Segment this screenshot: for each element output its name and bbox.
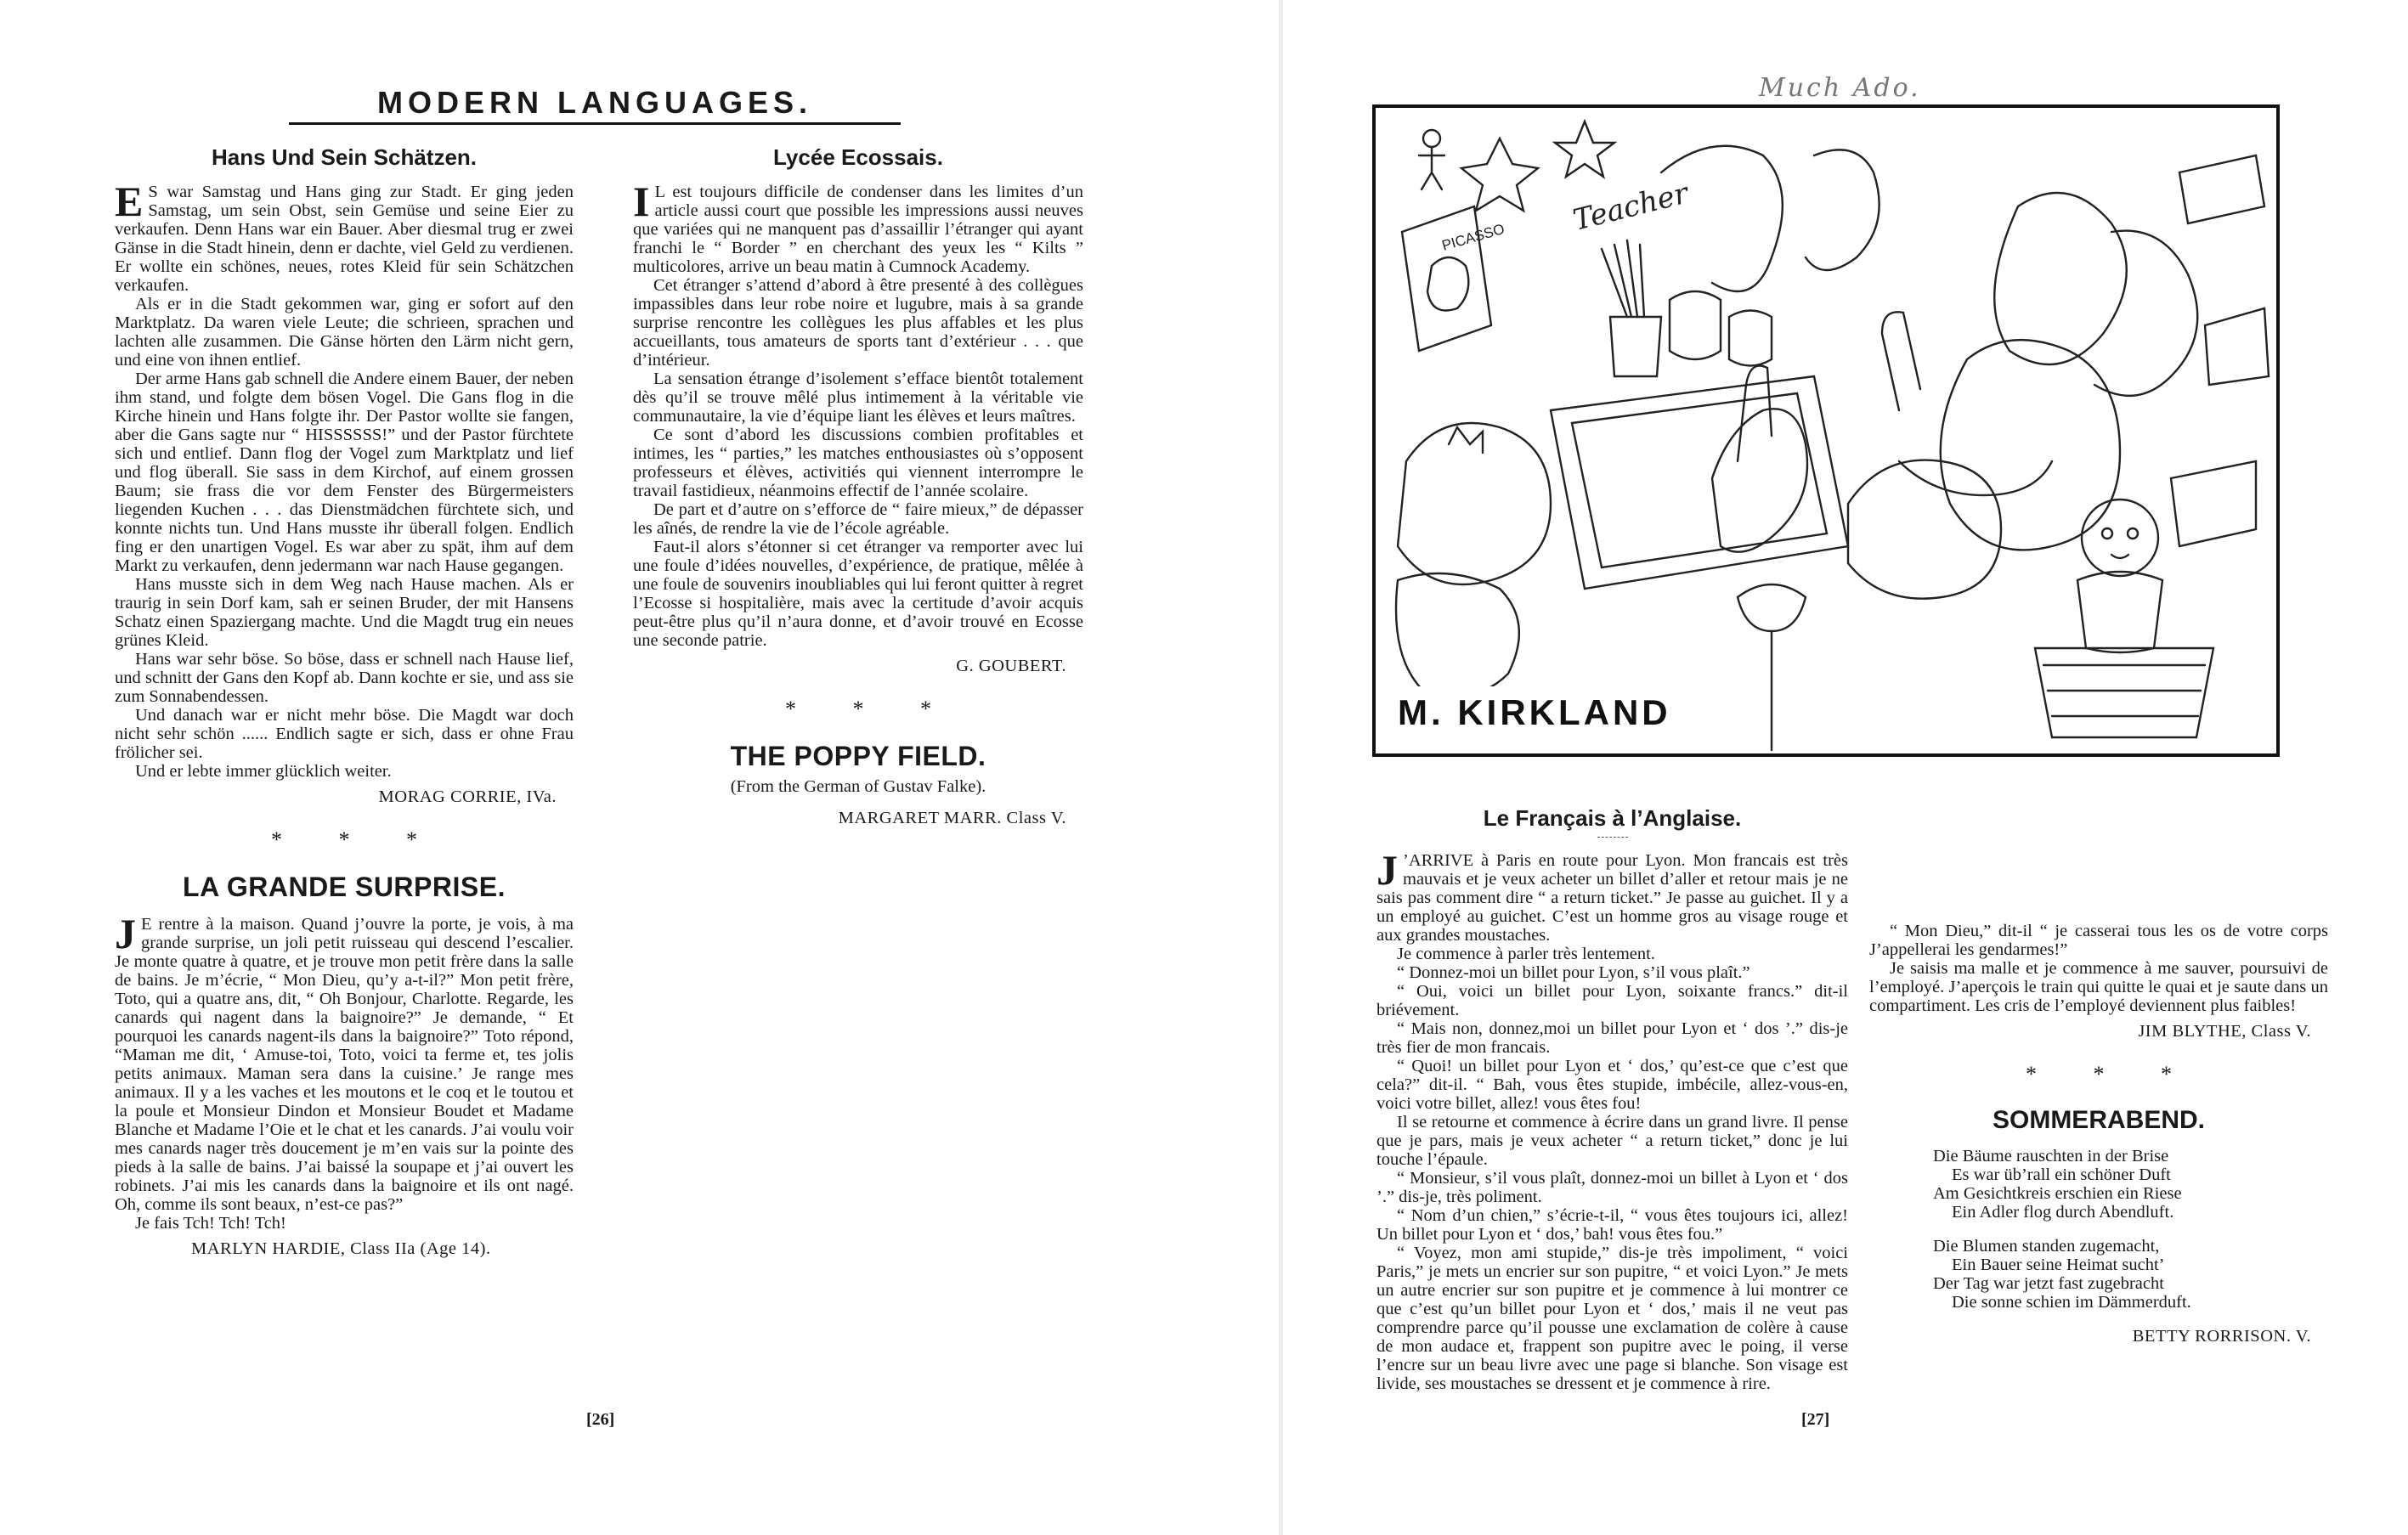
cartoon-label: Teacher	[1569, 176, 1692, 238]
section-heading-text: MODERN LANGUAGES.	[376, 85, 812, 120]
poem-stanza	[1933, 1147, 2328, 1222]
author-signature: MARLYN HARDIE, Class IIa (Age 14).	[191, 1239, 491, 1258]
author-signature: MORAG CORRIE, IVa.	[378, 787, 557, 806]
paragraph: Je saisis ma malle et je commence à me sauver, poursuivi de l’employé. J’aperçois le train qui quitte le quai et je saute dans un compartiment. Les cris de l’employé deviennent plus faibles!	[1869, 959, 2328, 1015]
cartoon-label: PICASSO	[1439, 220, 1506, 254]
poem-line: Ein Adler flog durch Abendluft.	[1952, 1203, 2174, 1222]
handwritten-note: Much Ado.	[1759, 73, 1921, 103]
paragraph: “ Donnez-moi un billet pour Lyon, s’il vous plaît.”	[1397, 963, 1750, 982]
paragraph: “ Voyez, mon ami stupide,” dis-je très impoliment, “ voici Paris,” je mets un encrier sur son pupitre, “ et voici Lyon.” Je mets un autre encrier sur son pupitre et je commence à lui montrer ce que c’est qu’un billet pour Lyon et ‘ dos,’ mais il ne veut pas comprendre parce qu’il pousse une exclamation de colère à cause de mon audace et, frappent son pupitre avec le poing, il verse l’encre sur un beau livre avec une page si blanche. Son visage est livide, ses moustaches se dressent et je commence à rire.	[1376, 1244, 1848, 1393]
illustrator-signature: M. KIRKLAND	[1398, 692, 1671, 732]
left-column-2	[633, 144, 1083, 828]
title-rule	[1597, 837, 1628, 838]
poem-subtitle: (From the German of Gustav Falke).	[730, 777, 986, 796]
paragraph: “ Oui, voici un billet pour Lyon, soixante francs.” dit-il briévement.	[1376, 982, 1848, 1019]
article-title: Lycée Ecossais.	[773, 144, 943, 170]
author-signature: G. GOUBERT.	[956, 657, 1066, 675]
section-divider: * * *	[271, 827, 443, 852]
paragraph: Und er lebte immer glücklich weiter.	[135, 762, 392, 781]
paragraph: “ Nom d’un chien,” s’écrie-t-il, “ vous êtes toujours ici, allez! Un billet pour Lyon et ‘ dos,’ bah! vous êtes fou.”	[1376, 1206, 1848, 1244]
paragraph: “ Monsieur, s’il vous plaît, donnez-moi un billet à Lyon et ‘ dos ’.” dis-je, très poliment.	[1376, 1169, 1848, 1206]
poem	[1869, 1147, 2328, 1312]
paragraph: Faut-il alors s’étonner si cet étranger va remporter avec lui une foule d’idées nouvelles, d’expérience, de pratique, mêlée à une foule de souvenirs inoubliables qui lui feront quitter à regret l’Ecosse si hospitalière, mais avec la certitude d’avoir acquis peut-être plus qu’il n’aura donne, et d’avoir trouvé en Ecosse une seconde patrie.	[633, 538, 1083, 650]
paragraph: J E rentre à la maison. Quand j’ouvre la porte, je vois, à ma grande surprise, un joli petit ruisseau qui descend l’escalier. Je monte quatre à quatre, et je trouve mon petit frère dans la salle de bains. Je m’écrie, “ Mon Dieu, qu’y a-t-il?” Mon petit frère, Toto, qui a quatre ans, dit, “ Oh Bonjour, Charlotte. Regarde, les canards qui nagent dans la baignoire?” Je demande, “ Et pourquoi les canards nagent-ils dans la baignoire?” Toto répond, “Maman me dit, ‘ Amuse-toi, Toto, voici ta ferme et, tes jolis petits animaux. Maman sera dans la cuisine.’ Je range mes animaux. Il y a les vaches et les moutons et le coq et le toutou et la poule et Monsieur Dindon et Monsieur Boudet et Madame Blanche et Madame l’Oie et le chat et les canards. J’ai voulu voir mes canards nager très doucement je m’en vais sur la pointe des pieds à la salle de bains. J’ai baissé la soupape et j’ai ouvert les robinets. J’ai mis les canards dans la baignoire et ils ont nagé. Oh, comme ils sont beaux, n’est-ce pas?”	[115, 910, 574, 1214]
poem-line: Die sonne schien im Dämmerduft.	[1952, 1293, 2191, 1312]
poem-line: Ein Bauer seine Heimat sucht’	[1952, 1256, 2165, 1274]
paragraph: Cet étranger s’attend d’abord à être presenté à des collègues impassibles dans leur robe noire et lugubre, mais à sa grande surprise rencontre les collègues les plus affables et les plus accueillants, tous amateurs de sports tant d’extérieur . . . que d’intérieur.	[633, 276, 1083, 370]
paragraph: Und danach war er nicht mehr böse. Die Magdt war doch nicht sehr schön ...... Endlich sagte er sich, dass er ohne Frau frölicher sei.	[115, 706, 574, 762]
poem-line: Die Bäume rauschten in der Brise	[1933, 1147, 2169, 1165]
section-heading	[255, 85, 935, 125]
article-title: THE POPPY FIELD.	[730, 741, 986, 771]
heading-underline	[289, 122, 901, 125]
paragraph: “ Mon Dieu,” dit-il “ je casserai tous les os de votre corps J’appellerai les gendarmes!”	[1869, 922, 2328, 959]
cartoon-illustration	[1372, 104, 2280, 757]
paragraph: I L est toujours difficile de condenser dans les limites d’un article aussi court que possible les impressions aussi neuves que variées qui ne manquent pas d’assaillir l’étranger qui ayant franchi le “ Border ” en cherchant des yeux les “ Kilts ” multicolores, arrive un beau matin à Cumnock Academy.	[633, 178, 1083, 276]
page-number: [27]	[1801, 1410, 1830, 1429]
paragraph: De part et d’autre on s’efforce de “ faire mieux,” de dépasser les aînés, de rendre la vie de l’école agréable.	[633, 500, 1083, 538]
right-column-1	[1376, 805, 1848, 1393]
dropcap: J	[115, 910, 136, 957]
paragraph: J ’ARRIVE à Paris en route pour Lyon. Mon francais est très mauvais et je veux acheter un billet d’aller et retour mais je ne sais pas comment dire “ a return ticket.” Je passe au guichet. Il y a un employé au guichet. C’est un homme gros au visage rouge et aux grandes moustaches.	[1376, 846, 1848, 945]
poem-stanza	[1933, 1237, 2328, 1312]
dropcap: J	[1376, 846, 1398, 894]
left-column-1	[115, 144, 574, 1259]
paragraph: Der arme Hans gab schnell die Andere einem Bauer, der neben ihm stand, und folgte dem bösen Vogel. Die Gans flog in die Kirche hinein und Hans folgte ihr. Der Pastor wollte sie fangen, aber die Gans sagte nur “ HISSSSSS!” und der Pastor fürchtete sich und entlief. Dann flog der Vogel zum Marktplatz und lief und flog überall. Sie sass in dem Kirchof, auf einem grossen Baum; sie frass die vor dem Fenster des Bürgermeisters liegenden Kuchen . . . das Dienstmädchen fürchtete sich, und konnte nichts tun. Und Hans musste ihr überall folgen. Endlich fing er den unartigen Vogel. Es war aber zu spät, ihm auf dem Markt zu verkaufen, denn jedermann war nach Hause gegangen.	[115, 370, 574, 575]
paragraph: Je commence à parler très lentement.	[1397, 945, 1655, 963]
article-title: LA GRANDE SURPRISE.	[183, 872, 506, 902]
paragraph: Ce sont d’abord les discussions combien profitables et intimes, les “ parties,” les matches enthousiastes où s’opposent professeurs et élèves, activitiés qui viennent interrompre le travail fastidieux, néanmoins effectif de l’année scolaire.	[633, 426, 1083, 500]
paragraph: Hans musste sich in dem Weg nach Hause machen. Als er traurig in sein Dorf kam, sah er seinen Bruder, der mit Hansens Schatz einen Spaziergang machte. Und die Magdt trug ein neues grünes Kleid.	[115, 575, 574, 650]
author-signature: MARGARET MARR. Class V.	[838, 809, 1066, 827]
paragraph: “ Mais non, donnez,moi un billet pour Lyon et ‘ dos ’.” dis-je très fier de mon francais.	[1376, 1019, 1848, 1057]
poem-line: Am Gesichtkreis erschien ein Riese	[1933, 1184, 2182, 1203]
poem-line: Der Tag war jetzt fast zugebracht	[1933, 1274, 2164, 1293]
poem-line: Die Blumen standen zugemacht,	[1933, 1237, 2160, 1256]
dropcap: E	[115, 178, 144, 225]
article-title: SOMMERABEND.	[1992, 1106, 2205, 1134]
page-number: [26]	[586, 1410, 615, 1429]
author-signature: JIM BLYTHE, Class V.	[2138, 1022, 2311, 1041]
section-divider: * * *	[785, 697, 957, 721]
paragraph: E S war Samstag und Hans ging zur Stadt. Er ging jeden Samstag, um sein Obst, sein Gemüse und seine Eier zu verkaufen. Denn Hans war ein Bauer. Aber diesmal trug er zwei Gänse in die Stadt hinein, denn er dachte, viel Geld zu verdienen. Er wollte ein schönes, neues, rotes Kleid für sein Schätzchen verkaufen.	[115, 178, 574, 295]
paragraph: Il se retourne et commence à écrire dans un grand livre. Il pense que je pars, mais je veux acheter “ a return ticket,” donc je lui touche l’épaule.	[1376, 1113, 1848, 1169]
paragraph: Hans war sehr böse. So böse, dass er schnell nach Hause lief, und schnitt der Gans den Kopf ab. Dann kochte er sie, und ass sie zum Sonnabendessen.	[115, 650, 574, 706]
article-title: Le Français à l’Anglaise.	[1483, 805, 1742, 831]
article-title: Hans Und Sein Schätzen.	[211, 144, 478, 170]
dropcap: I	[633, 178, 650, 225]
author-signature: BETTY RORRISON. V.	[2132, 1327, 2311, 1346]
paragraph: Je fais Tch! Tch! Tch!	[135, 1214, 286, 1233]
right-column-2	[1869, 922, 2328, 1346]
paragraph: Als er in die Stadt gekommen war, ging er sofort auf den Marktplatz. Da waren viele Leute; die schrieen, sprachen und lachten alle zusammen. Die Gänse hörten den Lärm nicht gern, und eine von ihnen entlief.	[115, 295, 574, 370]
poem-line: Es war üb’rall ein schöner Duft	[1952, 1165, 2171, 1184]
paragraph: “ Quoi! un billet pour Lyon et ‘ dos,’ qu’est-ce que c’est que cela?” dit-il. “ Bah, vous êtes stupide, imbécile, allez-vous-en, voici votre billet, allez! vous êtes fou!	[1376, 1057, 1848, 1113]
section-divider: * * *	[2026, 1062, 2197, 1086]
paragraph: La sensation étrange d’isolement s’efface bientôt totalement dès qu’il se trouve mêlé plus intimement à la véritable vie communautaire, la vie d’équipe liant les élèves et leurs maîtres.	[633, 370, 1083, 426]
page-27	[1283, 0, 2408, 1535]
